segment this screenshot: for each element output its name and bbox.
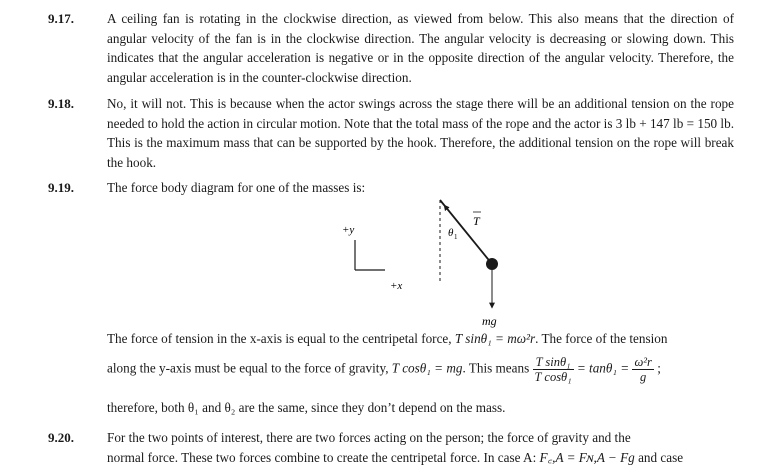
item-number-9-19: 9.19. [48,180,74,195]
angle-subscript: 1 [454,233,458,241]
item-number-9-20: 9.20. [48,430,74,445]
tension-label: T [473,214,480,228]
tan-fraction-right [632,355,653,384]
item-text-9-20-line-2b: and case [634,450,684,465]
explanation-line-1 [107,329,734,349]
item-text-9-18: No, it will not. This is because when the actor swings across the stage there will be an additional tension on the rope needed to hold the action in circular motion. Note that the total mass of the rope and the actor is 3 lb + 147 lb = 150 lb. This is the maximum mass that can be supported by the hook. Therefore, the additional tension on the rope will break the hook. [107,96,734,170]
fraction-numerator: T sinθ₁ [533,355,574,370]
explanation-text-1-end: . The force of the tension [535,331,668,346]
item-text-9-19: The force body diagram for one of the masses is: [107,180,366,195]
coordinate-axes [355,240,385,270]
tension-y-equation: T cosθ₁ = mg [391,360,463,376]
tension-arrow [444,205,464,230]
item-text-9-20-line-1: For the two points of interest, there are two forces acting on the person; the force of gravity and the [107,430,631,445]
explanation-line-2 [107,355,734,384]
mass-circle [486,258,498,270]
tan-fraction-left [533,355,574,384]
explanation-text-2: along the y-axis must be equal to the force of gravity, [107,360,392,376]
fraction-denominator: T cosθ₁ [534,370,572,384]
weight-label: mg [482,314,497,328]
tension-x-equation: T sinθ₁ = mω²r [454,331,536,346]
explanation-text-2-end: ; [657,360,661,376]
item-text-9-20-line-2 [107,448,734,468]
tan-equation: = tanθ₁ = [576,360,630,376]
free-body-diagram [330,192,520,332]
fraction-numerator-right: ω²r [634,355,652,369]
fraction-denominator-right: g [640,370,647,384]
item-text-9-17: A ceiling fan is rotating in the clockwise direction, as viewed from below. This also means that the direction of angular velocity of the fan is in the clockwise direction. The angular velocity is decreasing or slowing down. This indicates that the angular acceleration is negative or in the opposite direction of the angular velocity. Therefore, the angular acceleration is in the counter-clockwise direction. [107,11,734,85]
axis-y-label: +y [342,224,355,236]
item-text-9-20-line-2a: normal force. These two forces combine to create the centripetal force. In case A: [107,450,540,465]
item-number-9-17: 9.17. [48,11,74,26]
case-a-equation: F꜀,A = Fɴ,A − Fg [539,450,635,465]
explanation-line-3: therefore, both θ₁ and θ₂ are the same, since they don’t depend on the mass. [107,400,506,415]
angle-label: θ [448,227,454,239]
explanation-text-1: The force of tension in the x-axis is equal to the centripetal force, [107,331,455,346]
axis-x-label: +x [390,280,403,292]
item-number-9-18: 9.18. [48,96,74,111]
explanation-text-2-mid: . This means [462,360,530,376]
